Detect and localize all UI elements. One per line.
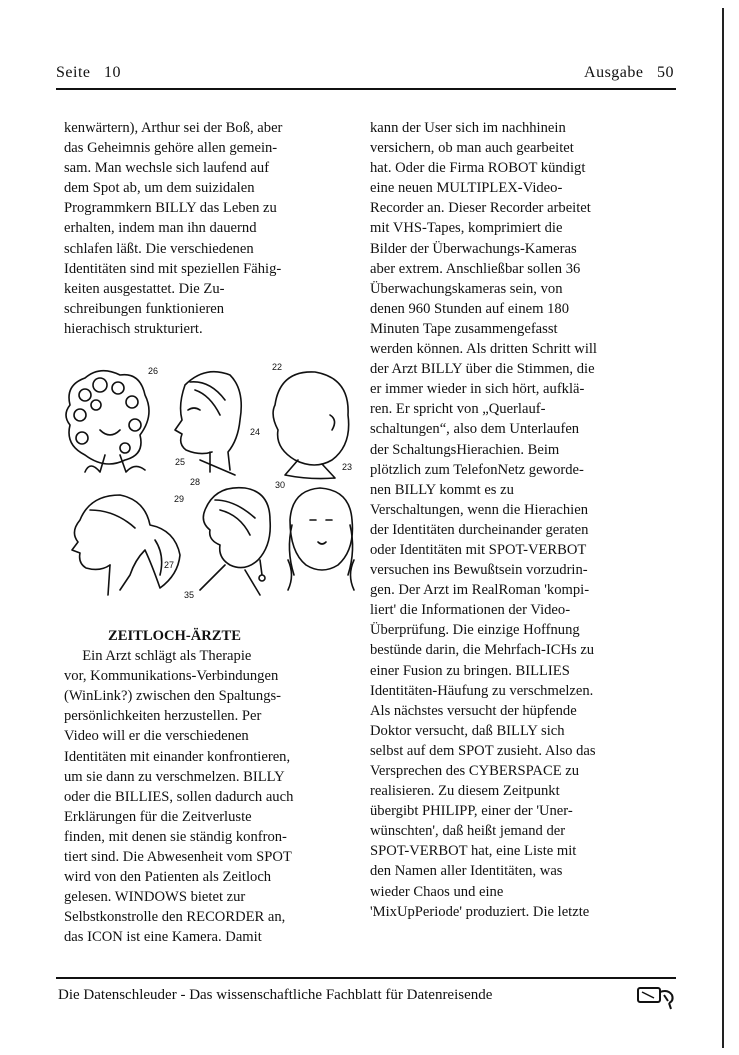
chaos-knot-logo-icon bbox=[636, 983, 676, 1011]
text-line: übergibt PHILIPP, einer der 'Uner- bbox=[370, 803, 573, 820]
text-line: das Geheimnis gehöre allen gemein- bbox=[64, 140, 278, 157]
text-line: schlafen läßt. Die verschiedenen bbox=[64, 240, 254, 257]
braided-head-drawing bbox=[288, 488, 354, 590]
text-line: Minuten Tape zusammengefasst bbox=[370, 320, 558, 337]
text-line: selbst auf dem SPOT zusieht. Also das bbox=[370, 742, 596, 759]
curly-hair-head-drawing bbox=[66, 371, 149, 472]
text-line: Bilder der Überwachungs-Kameras bbox=[370, 240, 577, 257]
text-line: versichern, ob man auch gearbeitet bbox=[370, 140, 574, 157]
text-line: Identitäten-Häufung zu verschmelzen. bbox=[370, 682, 594, 699]
text-line: versuchen ins Bewußtsein vorzudrin- bbox=[370, 562, 588, 579]
text-line: Als nächstes versucht der hüpfende bbox=[370, 702, 577, 719]
figure-number: 28 bbox=[190, 477, 201, 487]
text-line: oder Identitäten mit SPOT-VERBOT bbox=[370, 541, 587, 558]
text-line: ren. Er spricht von „Querlauf- bbox=[370, 401, 546, 418]
footer-rule bbox=[56, 977, 676, 979]
figure-number: 25 bbox=[175, 457, 186, 467]
figure-number: 23 bbox=[342, 462, 353, 472]
text-line: aber extrem. Anschließbar sollen 36 bbox=[370, 260, 581, 277]
text-line: gelesen. WINDOWS bietet zur bbox=[64, 889, 246, 906]
text-line: Erklärungen für die Zeitverluste bbox=[64, 808, 252, 825]
figure-number: 27 bbox=[164, 560, 175, 570]
text-line: eine neuen MULTIPLEX-Video- bbox=[370, 180, 563, 197]
text-line: persönlichkeiten herzustellen. Per bbox=[64, 708, 262, 725]
text-line: Verschaltungen, wenn die Hierachien bbox=[370, 501, 589, 518]
page-number: Seite 10 bbox=[56, 64, 121, 81]
text-line: erhalten, indem man ihn dauernd bbox=[64, 220, 257, 237]
text-line: 'MixUpPeriode' produziert. Die letzte bbox=[370, 903, 590, 920]
text-line: denen 960 Stunden auf einem 180 bbox=[370, 300, 569, 317]
left-column-top-text bbox=[64, 118, 354, 339]
text-line: schaltungen“, also dem Unterlaufen bbox=[370, 421, 580, 438]
text-line: tiert sind. Die Abwesenheit vom SPOT bbox=[64, 849, 292, 866]
text-line: er immer wieder in sich hört, aufklä- bbox=[370, 381, 585, 398]
text-line: dem Spot ab, um dem suizidalen bbox=[64, 180, 255, 197]
text-line: Versprechen des CYBERSPACE zu bbox=[370, 763, 580, 779]
text-line: Überprüfung. Die einzige Hoffnung bbox=[370, 622, 580, 639]
text-line: oder die BILLIES, sollen dadurch auch bbox=[64, 788, 294, 805]
text-line: Doktor versucht, daß BILLY sich bbox=[370, 722, 565, 739]
issue-number: Ausgabe 50 bbox=[584, 64, 674, 81]
text-line: das ICON ist eine Kamera. Damit bbox=[64, 929, 262, 946]
text-line: Selbstkonstrolle den RECORDER an, bbox=[64, 909, 286, 926]
hairstyle-illustration bbox=[60, 360, 360, 610]
text-line: schreibungen funktionieren bbox=[64, 300, 225, 317]
text-line: Identitäten sind mit speziellen Fähig- bbox=[64, 260, 282, 277]
figure-number: 24 bbox=[250, 427, 261, 437]
text-line: finden, mit denen sie ständig konfron- bbox=[64, 828, 287, 845]
left-column-bottom-text bbox=[64, 626, 354, 948]
text-line: den Namen aller Identitäten, was bbox=[370, 863, 563, 880]
text-line: der Arzt BILLY über die Stimmen, die bbox=[370, 361, 595, 378]
text-line: kenwärtern), Arthur sei der Boß, aber bbox=[64, 120, 283, 136]
text-line: hierachisch strukturiert. bbox=[64, 320, 203, 337]
ponytail-head-drawing bbox=[72, 495, 180, 595]
text-line: werden können. Als dritten Schritt will bbox=[370, 341, 597, 358]
bald-head-drawing bbox=[273, 372, 349, 479]
text-line: plötzlich zum TelefonNetz geworde- bbox=[370, 461, 584, 478]
text-line: sam. Man wechsle sich laufend auf bbox=[64, 160, 270, 177]
text-line: (WinLink?) zwischen den Spaltungs- bbox=[64, 688, 282, 705]
text-line: hat. Oder die Firma ROBOT kündigt bbox=[370, 160, 586, 177]
page-edge-rule bbox=[722, 8, 724, 1048]
text-line: der Identitäten durcheinander geraten bbox=[370, 521, 589, 538]
figure-number: 29 bbox=[174, 494, 185, 504]
text-line: liert' die Informationen der Video- bbox=[370, 602, 571, 619]
figure-number: 26 bbox=[148, 366, 159, 376]
text-line: wird von den Patienten als Zeitloch bbox=[64, 869, 272, 886]
text-line: um sie dann zu verschmelzen. BILLY bbox=[64, 768, 285, 785]
page-header bbox=[56, 64, 674, 86]
text-line: wieder Chaos und eine bbox=[370, 883, 504, 900]
text-line: wünschten', daß heißt jemand der bbox=[370, 823, 566, 840]
section-heading: ZEITLOCH-ÄRZTE bbox=[108, 628, 241, 644]
text-line: einer Fusion zu bringen. BILLIES bbox=[370, 662, 570, 679]
text-line: Programmkern BILLY das Leben zu bbox=[64, 200, 277, 217]
text-line: Video will er die verschiedenen bbox=[64, 728, 249, 745]
updo-head-drawing bbox=[200, 488, 270, 595]
figure-number: 22 bbox=[272, 362, 283, 372]
text-line: Recorder an. Dieser Recorder arbeitet bbox=[370, 200, 591, 217]
text-line: Identitäten mit einander konfrontieren, bbox=[64, 748, 291, 765]
text-line: der SchaltungsHierachien. Beim bbox=[370, 441, 560, 458]
text-line: vor, Kommunikations-Verbindungen bbox=[64, 668, 279, 685]
text-line: bestünde darin, die Mehrfach-ICHs zu bbox=[370, 642, 595, 659]
right-column-text bbox=[370, 118, 660, 922]
figure-number: 35 bbox=[184, 590, 195, 600]
text-line: mit VHS-Tapes, komprimiert die bbox=[370, 220, 563, 237]
text-line: SPOT-VERBOT hat, eine Liste mit bbox=[370, 843, 577, 860]
text-line: nen BILLY kommt es zu bbox=[370, 481, 514, 498]
text-line: Ein Arzt schlägt als Therapie bbox=[64, 648, 252, 665]
footer-text: Die Datenschleuder - Das wissenschaftliche Fachblatt für Datenreisende bbox=[58, 987, 493, 1003]
text-line: Überwachungskameras sein, von bbox=[370, 280, 563, 297]
figure-number: 30 bbox=[275, 480, 286, 490]
text-line: keiten ausgestattet. Die Zu- bbox=[64, 280, 225, 297]
text-line: gen. Der Arzt im RealRoman 'kompi- bbox=[370, 582, 590, 599]
text-line: realisieren. Zu diesem Zeitpunkt bbox=[370, 783, 560, 800]
text-line: kann der User sich im nachhinein bbox=[370, 120, 566, 136]
header-rule bbox=[56, 88, 676, 90]
